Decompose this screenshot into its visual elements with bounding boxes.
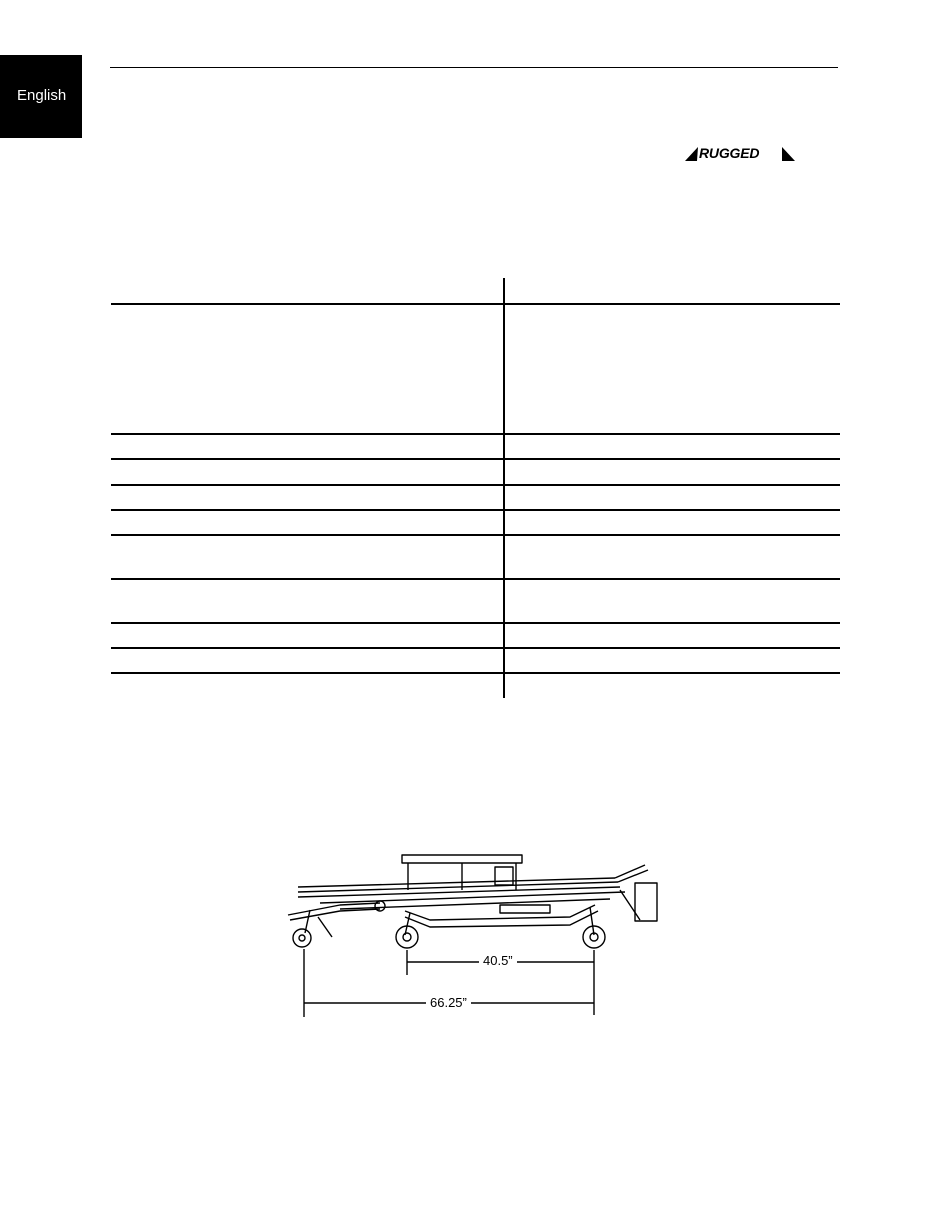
- specifications-table: [111, 278, 840, 698]
- table-row-rule: [111, 672, 840, 674]
- logo-text: RUGGED: [699, 145, 760, 161]
- table-row-rule: [111, 622, 840, 624]
- table-row-rule: [111, 578, 840, 580]
- language-tab-label: English: [17, 87, 67, 104]
- table-column-divider: [503, 278, 505, 698]
- table-row-rule: [111, 484, 840, 486]
- language-tab[interactable]: [0, 55, 82, 138]
- table-row-rule: [111, 534, 840, 536]
- overall-length-dimension-label: 66.25”: [426, 996, 471, 1010]
- stretcher-drawing: [280, 845, 680, 1025]
- table-row-rule: [111, 433, 840, 435]
- table-row-rule: [111, 458, 840, 460]
- table-row-rule: [111, 647, 840, 649]
- header-rule: [110, 67, 838, 68]
- stretcher-diagram: [280, 845, 680, 1025]
- table-row-rule: [111, 509, 840, 511]
- table-header-rule: [111, 303, 840, 305]
- rugged-logo: [685, 146, 797, 162]
- wheelbase-dimension-label: 40.5”: [479, 954, 517, 968]
